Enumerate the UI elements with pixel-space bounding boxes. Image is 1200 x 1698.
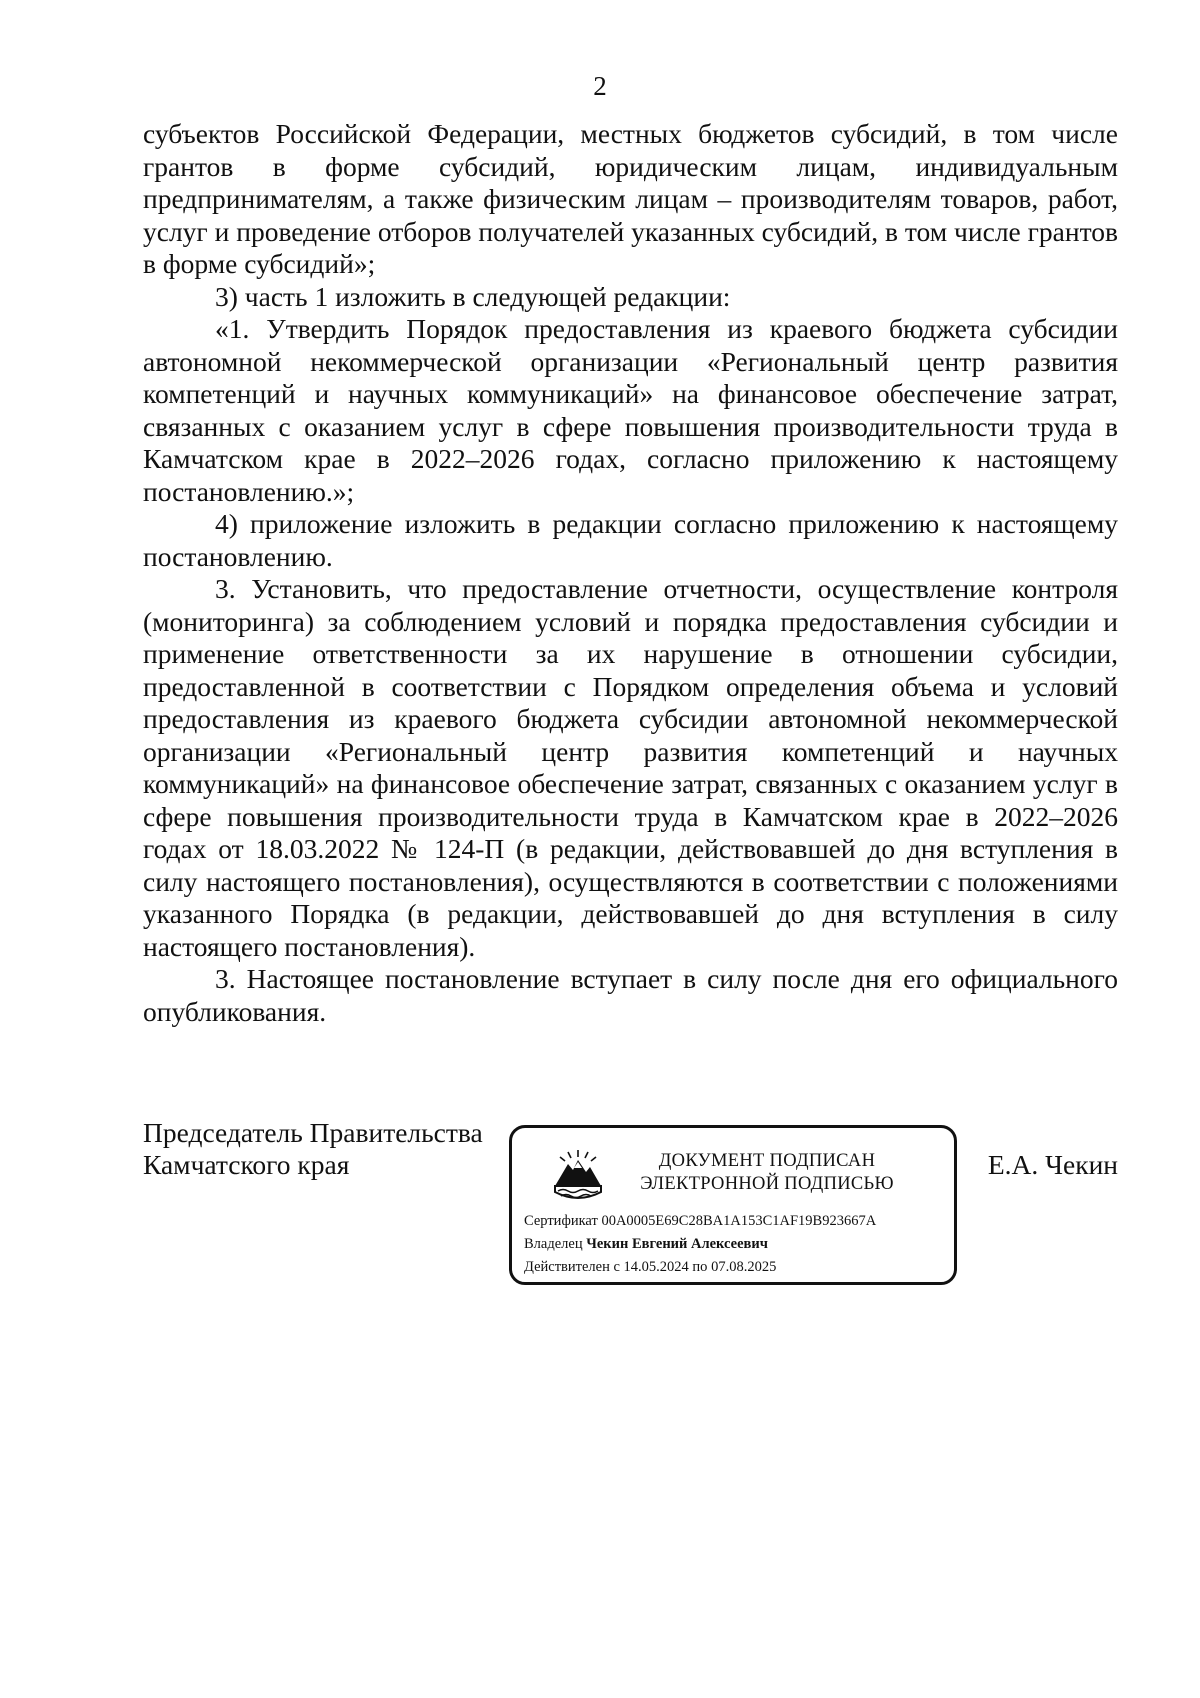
owner-value: Чекин Евгений Алексеевич — [586, 1236, 768, 1252]
signatory-position-line-1: Председатель Правительства — [143, 1117, 483, 1148]
signatory-position-line-2: Камчатского края — [143, 1149, 350, 1180]
owner-label: Владелец — [524, 1236, 583, 1252]
stamp-title — [627, 1150, 907, 1196]
validity-label: Действителен — [524, 1259, 610, 1275]
paragraph-section-3: 3. Установить, что предоставление отчетности, осуществление контроля (мониторинга) за соблюдением условий и порядка предоставления субсидии и применение ответственности за их нарушение в отношении субсидии, предоставленной в соответствии с Порядком определения объема и условий предоставления из краевого бюджета субсидии автономной некоммерческой организации «Региональный центр развития компетенций и научных коммуникаций» на финансовое обеспечение затрат, связанных с оказанием услуг в сфере повышения производительности труда в Камчатском крае в 2022–2026 годах от 18.03.2022 № 124-П (в редакции, действовавшей до дня вступления в силу настоящего постановления), осуществляются в соответствии с положениями указанного Порядка (в редакции, действовавшей до дня вступления в силу настоящего постановления). — [143, 573, 1118, 962]
signatory-position — [143, 1117, 483, 1181]
paragraph-quoted-part-1: «1. Утвердить Порядок предоставления из краевого бюджета субсидии автономной некоммерческой организации «Региональный центр развития компетенций и научных коммуникаций» на финансовое обеспечение затрат, связанных с оказанием услуг в сфере повышения производительности труда в Камчатском крае в 2022–2026 годах, согласно приложению к настоящему постановлению.»; — [143, 313, 1118, 507]
paragraph-continuation: субъектов Российской Федерации, местных бюджетов субсидий, в том числе грантов в форме субсидий, юридическим лицам, индивидуальным предпринимателям, а также физическим лицам – производителям товаров, работ, услуг и проведение отборов получателей указанных субсидий, в том числе грантов в форме субсидий»; — [143, 118, 1118, 279]
electronic-signature-stamp — [509, 1125, 957, 1285]
page-number: 2 — [593, 71, 607, 101]
kamchatka-coat-of-arms-icon — [552, 1148, 604, 1204]
validity-from-date: 14.05.2024 — [623, 1259, 689, 1275]
stamp-owner — [524, 1235, 768, 1253]
certificate-value: 00A0005E69C28BA1A153C1AF19B923667A — [601, 1213, 877, 1229]
stamp-title-line-2: ЭЛЕКТРОННОЙ ПОДПИСЬЮ — [640, 1174, 894, 1194]
document-body — [143, 118, 1118, 1028]
validity-to-label: по — [692, 1259, 708, 1275]
stamp-title-line-1: ДОКУМЕНТ ПОДПИСАН — [658, 1151, 876, 1171]
stamp-validity — [524, 1258, 776, 1276]
stamp-certificate — [524, 1212, 876, 1230]
validity-to-date: 07.08.2025 — [711, 1259, 777, 1275]
paragraph-item-3: 3) часть 1 изложить в следующей редакции: — [215, 280, 731, 312]
paragraph-item-4: 4) приложение изложить в редакции согласно приложению к настоящему постановлению. — [143, 508, 1118, 572]
certificate-label: Сертификат — [524, 1213, 598, 1229]
paragraph-effective-date: 3. Настоящее постановление вступает в силу после дня его официального опубликования. — [143, 963, 1118, 1027]
validity-from-label: с — [613, 1259, 620, 1275]
signatory-name: Е.А. Чекин — [987, 1149, 1118, 1180]
